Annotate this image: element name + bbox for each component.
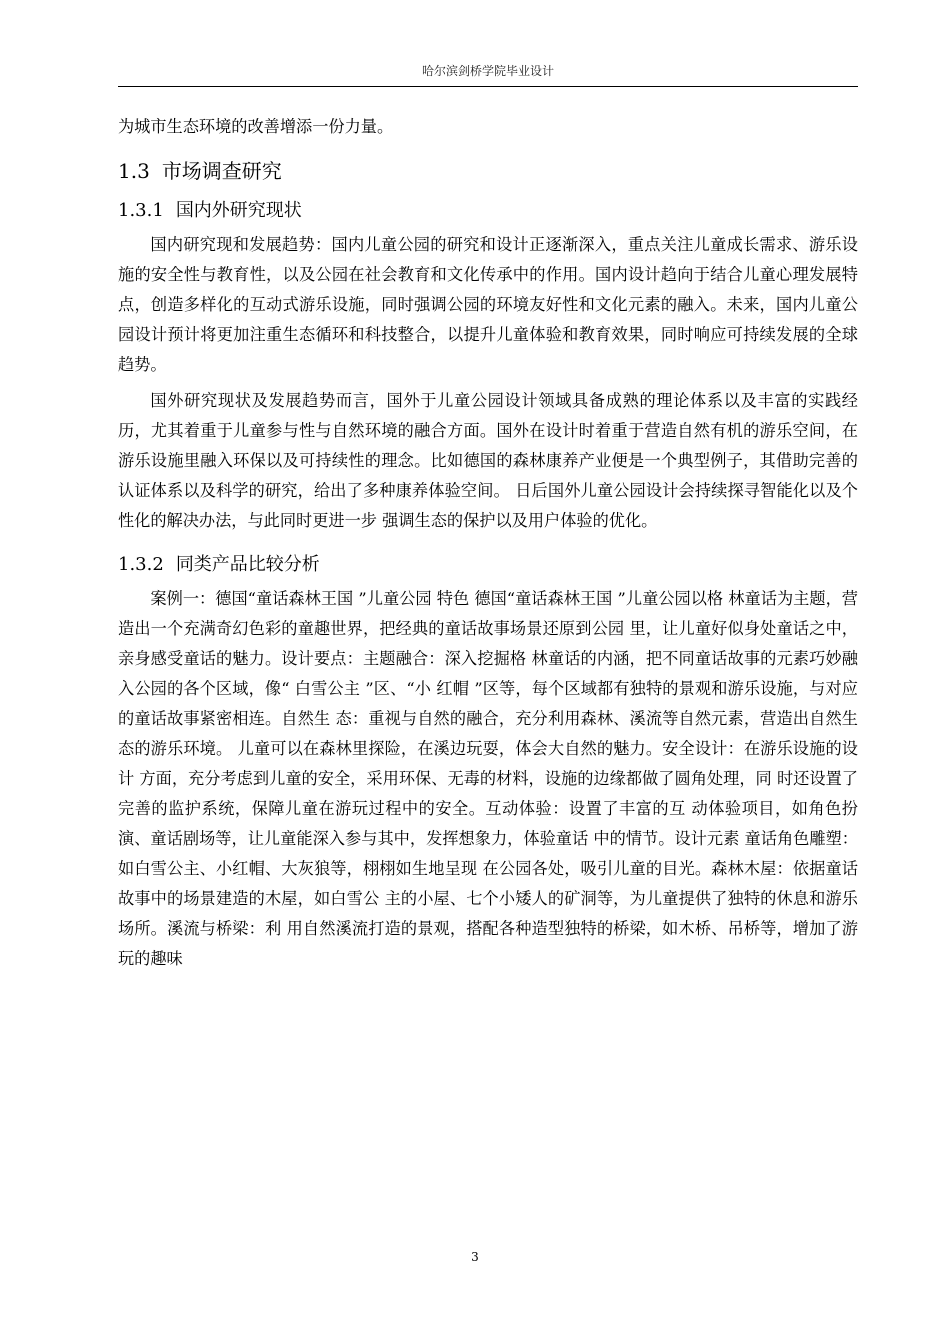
paragraph-domestic-research: 国内研究现和发展趋势：国内儿童公园的研究和设计正逐渐深入，重点关注儿童成长需求、游乐设施的安全性与教育性，以及公园在社会教育和文化传承中的作用。国内设计趋向于结合儿童心理发展特点，创造多样化的互动式游乐设施，同时强调公园的环境友好性和文化元素的融入。未来，国内儿童公园设计预计将更加注重生态循环和科技整合，以提升儿童体验和教育效果，同时响应可持续发展的全球趋势。: [118, 235, 858, 374]
header-rule: [118, 86, 858, 87]
intro-line: 为城市生态环境的改善增添一份力量。: [118, 117, 394, 136]
page-content: [118, 112, 858, 974]
section-title: 市场调查研究: [161, 159, 282, 183]
subsection-heading-2: [118, 550, 858, 580]
subsection-1-number: 1.3.1: [118, 200, 164, 221]
section-heading: [118, 156, 858, 186]
subsection-1-title: 国内外研究现状: [175, 200, 302, 221]
page-header: 哈尔滨剑桥学院毕业设计: [421, 64, 554, 78]
paragraph-foreign-research: 国外研究现状及发展趋势而言，国外于儿童公园设计领域具备成熟的理论体系以及丰富的实践经历，尤其着重于儿童参与性与自然环境的融合方面。国外在设计时着重于营造自然有机的游乐空间，在游乐设施里融入环保以及可持续性的理念。比如德国的森林康养产业便是一个典型例子，其借助完善的认证体系以及科学的研究，给出了多种康养体验空间。 日后国外儿童公园设计会持续探寻智能化以及个性化的解决办法，与此同时更进一步 强调生态的保护以及用户体验的优化。: [118, 391, 858, 530]
page-number: 3: [471, 1250, 479, 1264]
section-number: 1.3: [118, 159, 150, 183]
subsection-2-title: 同类产品比较分析: [175, 554, 320, 575]
subsection-heading-1: [118, 196, 858, 226]
subsection-2-number: 1.3.2: [118, 554, 164, 575]
paragraph-case-study: 案例一：德国“童话森林王国 ”儿童公园 特色 德国“童话森林王国 ”儿童公园以格 林童话为主题，营造出一个充满奇幻色彩的童趣世界，把经典的童话故事场景还原到公园 里，让儿童好似身处童话之中，亲身感受童话的魅力。设计要点：主题融合：深入挖掘格 林童话的内涵，把不同童话故事的元素巧妙融入公园的各个区域，像“ 白雪公主 ”区、“小 红帽 ”区等，每个区域都有独特的景观和游乐设施，与对应的童话故事紧密相连。自然生 态：重视与自然的融合，充分利用森林、溪流等自然元素，营造出自然生态的游乐环境。 儿童可以在森林里探险，在溪边玩耍，体会大自然的魅力。安全设计：在游乐设施的设计 方面，充分考虑到儿童的安全，采用环保、无毒的材料，设施的边缘都做了圆角处理，同 时还设置了完善的监护系统，保障儿童在游玩过程中的安全。互动体验：设置了丰富的互 动体验项目，如角色扮演、童话剧场等，让儿童能深入参与其中，发挥想象力，体验童话 中的情节。设计元素 童话角色雕塑：如白雪公主、小红帽、大灰狼等，栩栩如生地呈现 在公园各处，吸引儿童的目光。森林木屋：依据童话故事中的场景建造的木屋，如白雪公 主的小屋、七个小矮人的矿洞等，为儿童提供了独特的休息和游乐场所。溪流与桥梁：利 用自然溪流打造的景观，搭配各种造型独特的桥梁，如木桥、吊桥等，增加了游玩的趣味: [118, 589, 858, 968]
